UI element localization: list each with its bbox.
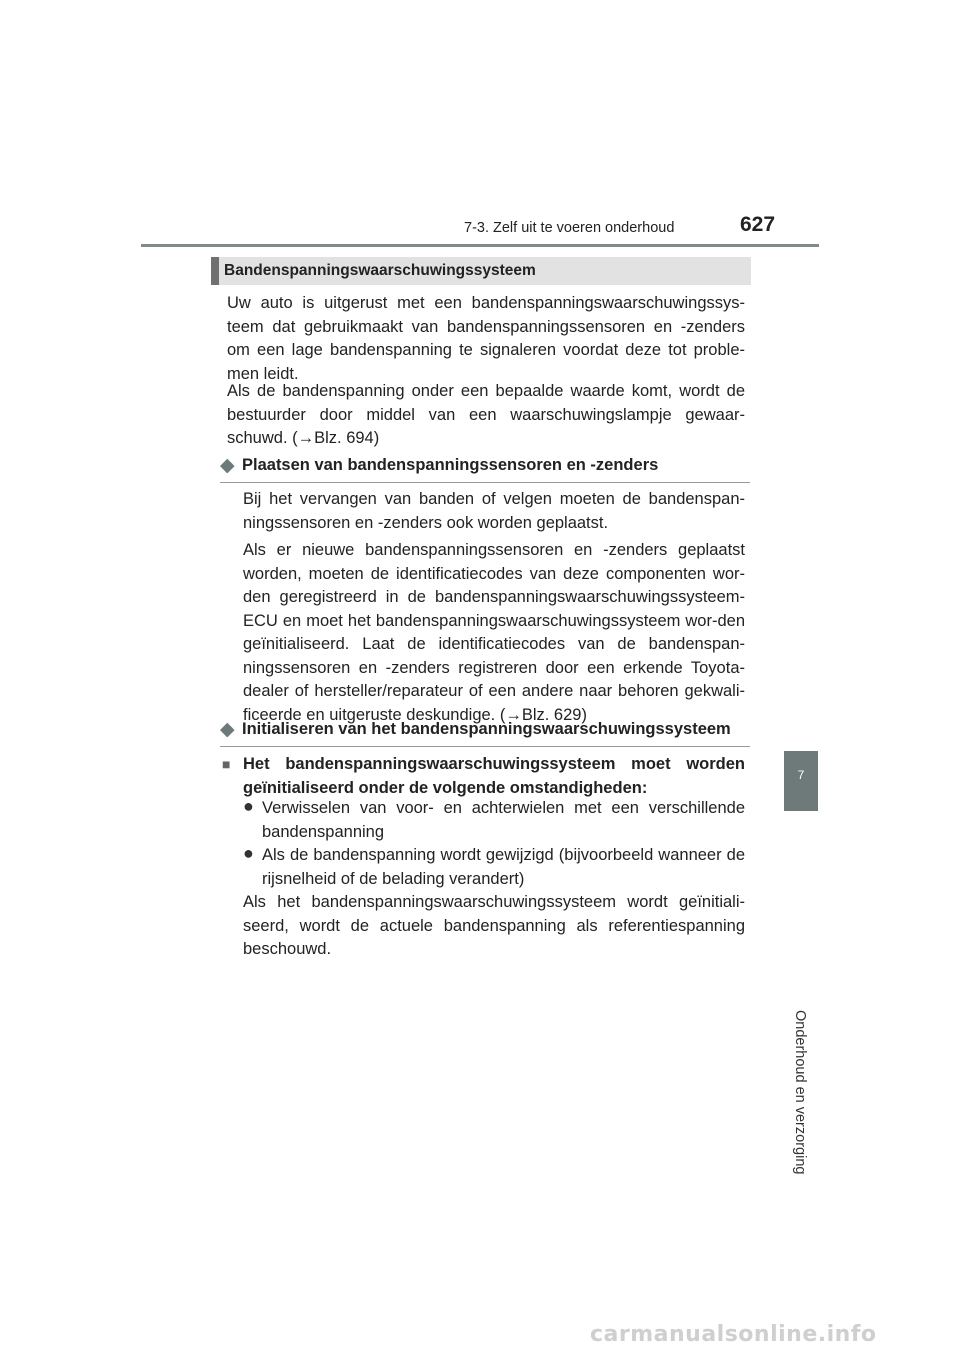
warning-paragraph: Als de bandenspanning onder een bepaalde waarde komt, wordt de bestuurder door middel van een waarschuwingslampje gewaar-schuwd. (→Blz. 694) xyxy=(227,382,745,447)
intro-paragraph: Uw auto is uitgerust met een bandenspanningswaarschuwingssys-teem dat gebruikmaakt van bandenspanningssensoren en -zenders om een lage bandenspanning te signaleren voordat deze tot proble-men leidt. xyxy=(227,294,745,383)
subsection-heading-sensors xyxy=(220,456,750,483)
condition-item-1: Verwisselen van voor- en achterwielen met een verschillende bandenspanning xyxy=(262,799,745,841)
condition-item-2: Als de bandenspanning wordt gewijzigd (bijvoorbeeld wanneer de rijsnelheid of de belading verandert) xyxy=(262,846,745,888)
page-number: 627 xyxy=(740,213,776,236)
site-watermark: carmanualsonline.info xyxy=(590,1322,877,1347)
diamond-icon: ◆ xyxy=(220,719,235,740)
sensors-paragraph-2: Als er nieuwe bandenspanningssensoren en -zenders geplaatst worden, moeten de identificatiecodes van deze componenten wor-den geregistreerd in de bandenspanningswaarschuwingssysteem-ECU en moet het bandenspanningswaarschuwingssysteem wor-den geïnitialiseerd. Laat de identificatiecodes van de bandenspan-ningssensoren en -zenders registreren door een erkende Toyota-dealer of hersteller/reparateur of een andere naar behoren gekwali-ficeerde en uitgeruste deskundige. (→Blz. 629) xyxy=(243,541,745,724)
square-bullet-icon: ■ xyxy=(222,756,231,772)
subsection-title: Plaatsen van bandenspanningssensoren en -zenders xyxy=(242,456,659,474)
initialize-conditions-heading: Het bandenspanningswaarschuwingssysteem moet worden geïnitialiseerd onder de volgende omstandigheden: xyxy=(243,755,745,797)
subsection-heading-initialize xyxy=(220,720,750,747)
section-heading-accent xyxy=(211,257,219,285)
chapter-label: Onderhoud en verzorging xyxy=(792,1010,808,1175)
bullet-icon: ● xyxy=(243,796,254,816)
subsection-title: Initialiseren van het bandenspanningswaarschuwingssysteem xyxy=(242,720,731,738)
diamond-icon: ◆ xyxy=(220,455,235,476)
initialize-note-paragraph: Als het bandenspanningswaarschuwingssysteem wordt geïnitiali-seerd, wordt de actuele bandenspanning als referentiespanning beschouwd. xyxy=(243,893,745,958)
sensors-paragraph-1: Bij het vervangen van banden of velgen moeten de bandenspan-ningssensoren en -zenders ook worden geplaatst. xyxy=(243,490,745,532)
bullet-icon: ● xyxy=(243,843,254,863)
section-title: Bandenspanningswaarschuwingssysteem xyxy=(224,262,536,279)
chapter-number: 7 xyxy=(797,768,805,782)
header-rule xyxy=(141,244,819,247)
section-breadcrumb: 7-3. Zelf uit te voeren onderhoud xyxy=(464,220,675,236)
